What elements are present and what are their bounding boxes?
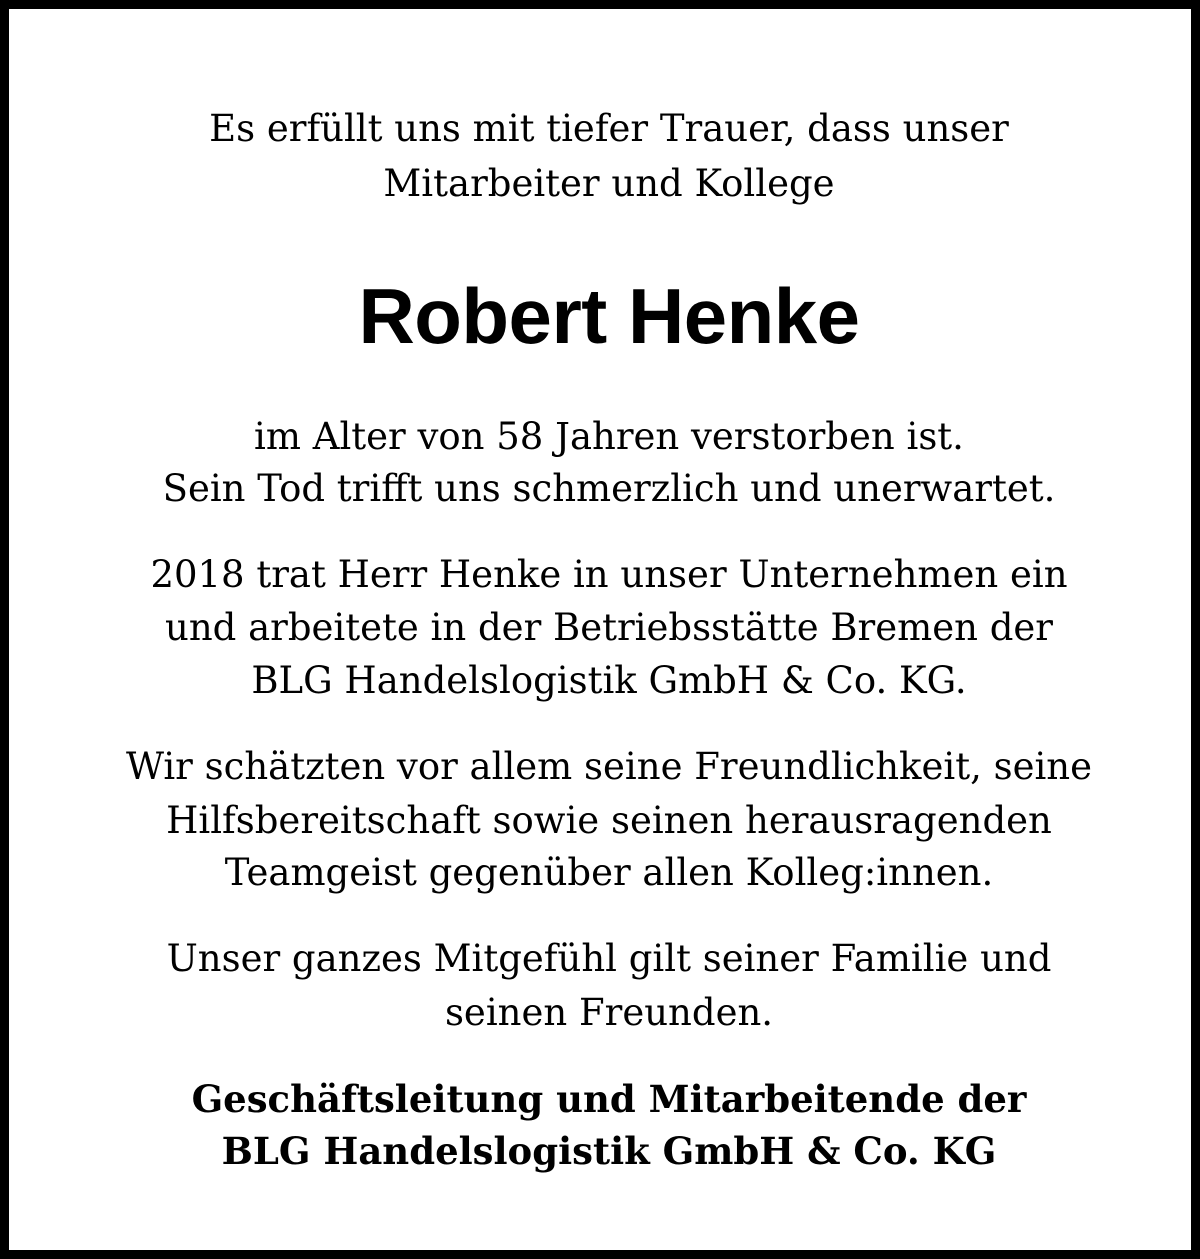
- condolence-line-2: seinen Freunden.: [444, 991, 774, 1034]
- signature-line-1: Geschäftsleitung und Mitarbeitende der: [191, 1077, 1027, 1121]
- intro-line-2: Mitarbeiter und Kollege: [383, 162, 835, 205]
- condolence-line-1: Unser ganzes Mitgefühl gilt seiner Familie und: [166, 937, 1052, 980]
- appreciation-line-1: Wir schätzten vor allem seine Freundlichkeit, seine: [125, 745, 1093, 788]
- appreciation-line-3: Teamgeist gegenüber allen Kolleg:innen.: [224, 851, 994, 894]
- deceased-name: Robert Henke: [358, 272, 860, 360]
- death-line-2: Sein Tod trifft uns schmerzlich und unerwartet.: [162, 467, 1056, 510]
- signature-line-2: BLG Handelslogistik GmbH & Co. KG: [221, 1129, 997, 1173]
- death-line-1: im Alter von 58 Jahren verstorben ist.: [254, 415, 964, 458]
- intro-line-1: Es erfüllt uns mit tiefer Trauer, dass unser: [209, 107, 1009, 150]
- career-line-1: 2018 trat Herr Henke in unser Unternehmen ein: [150, 553, 1068, 596]
- career-line-2: und arbeitete in der Betriebsstätte Bremen der: [165, 606, 1053, 649]
- appreciation-line-2: Hilfsbereitschaft sowie seinen herausragenden: [166, 799, 1052, 842]
- career-line-3: BLG Handelslogistik GmbH & Co. KG.: [251, 659, 967, 702]
